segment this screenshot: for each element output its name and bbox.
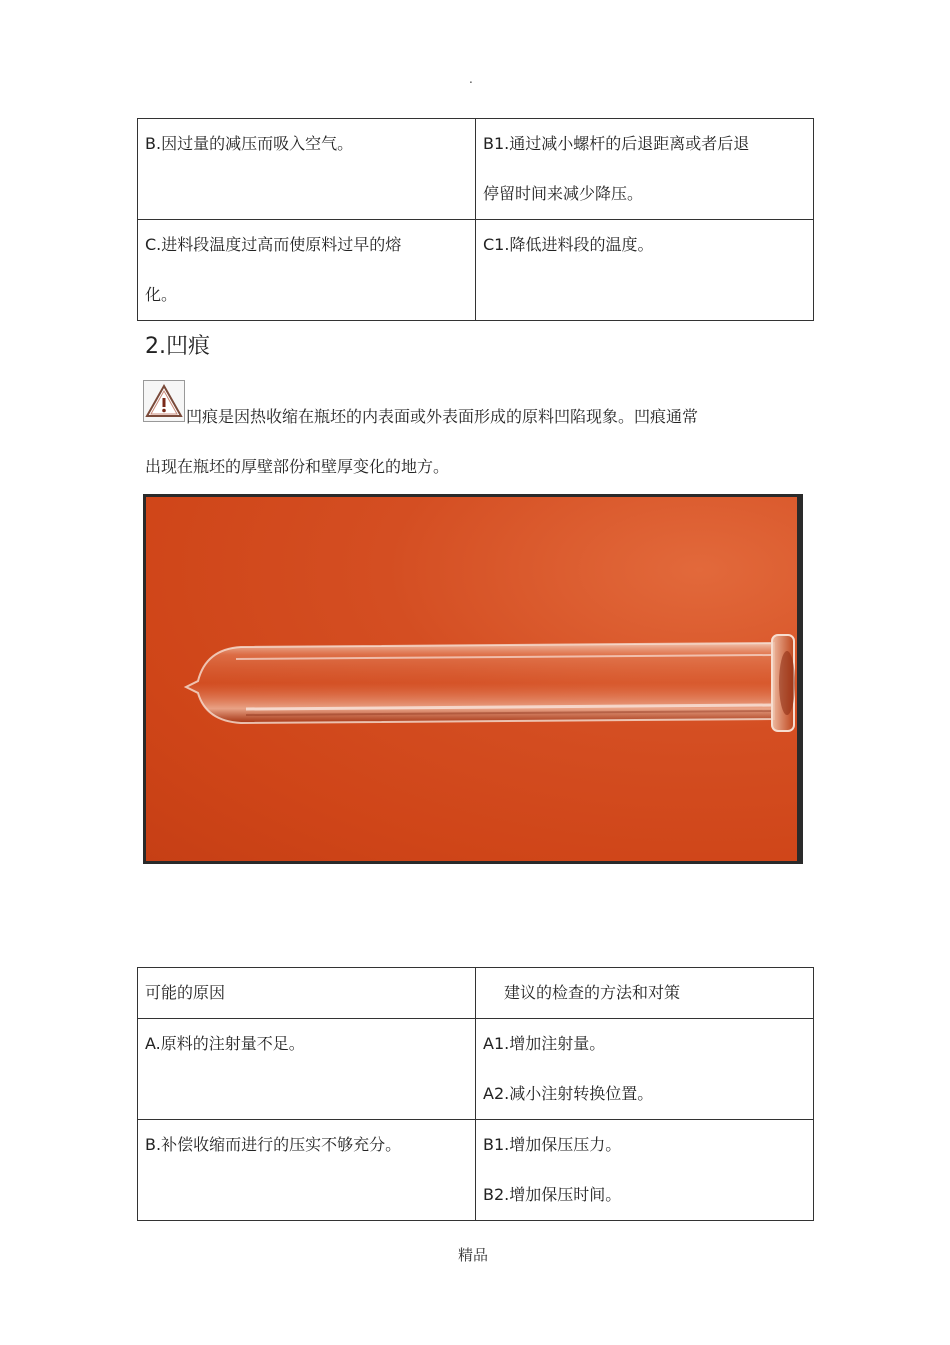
header-cause: 可能的原因: [145, 983, 226, 1002]
cause-text: C.进料段温度过高而使原料过早的熔: [145, 235, 402, 254]
description-line-2: 出现在瓶坯的厚壁部份和壁厚变化的地方。: [145, 457, 450, 476]
remedy-cell: [476, 1120, 814, 1221]
cause-text: 化。: [145, 285, 178, 304]
cause-remedy-table-2: [137, 967, 814, 1221]
description-line-1: 凹痕是因热收缩在瓶坯的内表面或外表面形成的原料凹陷现象。凹痕通常: [186, 407, 699, 426]
page-footer: 精品: [458, 1246, 489, 1264]
cause-text: B.因过量的减压而吸入空气。: [145, 134, 354, 153]
remedy-text: 停留时间来减少降压。: [483, 184, 644, 203]
header-remedy: 建议的检查的方法和对策: [504, 983, 681, 1002]
cause-remedy-table-1: [137, 118, 814, 321]
page-top-mark: .: [469, 72, 473, 86]
cause-cell: [138, 1120, 476, 1221]
remedy-cell: [476, 220, 814, 321]
preform-tube-photo: [143, 494, 803, 864]
table-row: [138, 220, 814, 321]
section-heading: 2.凹痕: [145, 334, 210, 359]
table-row: [138, 119, 814, 220]
remedy-cell: [476, 1019, 814, 1120]
header-cell: [476, 968, 814, 1019]
table-header-row: [138, 968, 814, 1019]
cause-cell: [138, 220, 476, 321]
remedy-cell: [476, 119, 814, 220]
header-cell: [138, 968, 476, 1019]
cause-text: B.补偿收缩而进行的压实不够充分。: [145, 1135, 402, 1154]
cause-cell: [138, 1019, 476, 1120]
remedy-text: B1.通过减小螺杆的后退距离或者后退: [483, 134, 750, 153]
remedy-text: A1.增加注射量。: [483, 1034, 606, 1053]
remedy-text: A2.减小注射转换位置。: [483, 1084, 654, 1103]
remedy-text: B1.增加保压压力。: [483, 1135, 622, 1154]
remedy-text: C1.降低进料段的温度。: [483, 235, 654, 254]
table-row: [138, 1019, 814, 1120]
cause-text: A.原料的注射量不足。: [145, 1034, 305, 1053]
remedy-text: B2.增加保压时间。: [483, 1185, 622, 1204]
warning-triangle-icon: [143, 380, 185, 422]
cause-cell: [138, 119, 476, 220]
table-row: [138, 1120, 814, 1221]
